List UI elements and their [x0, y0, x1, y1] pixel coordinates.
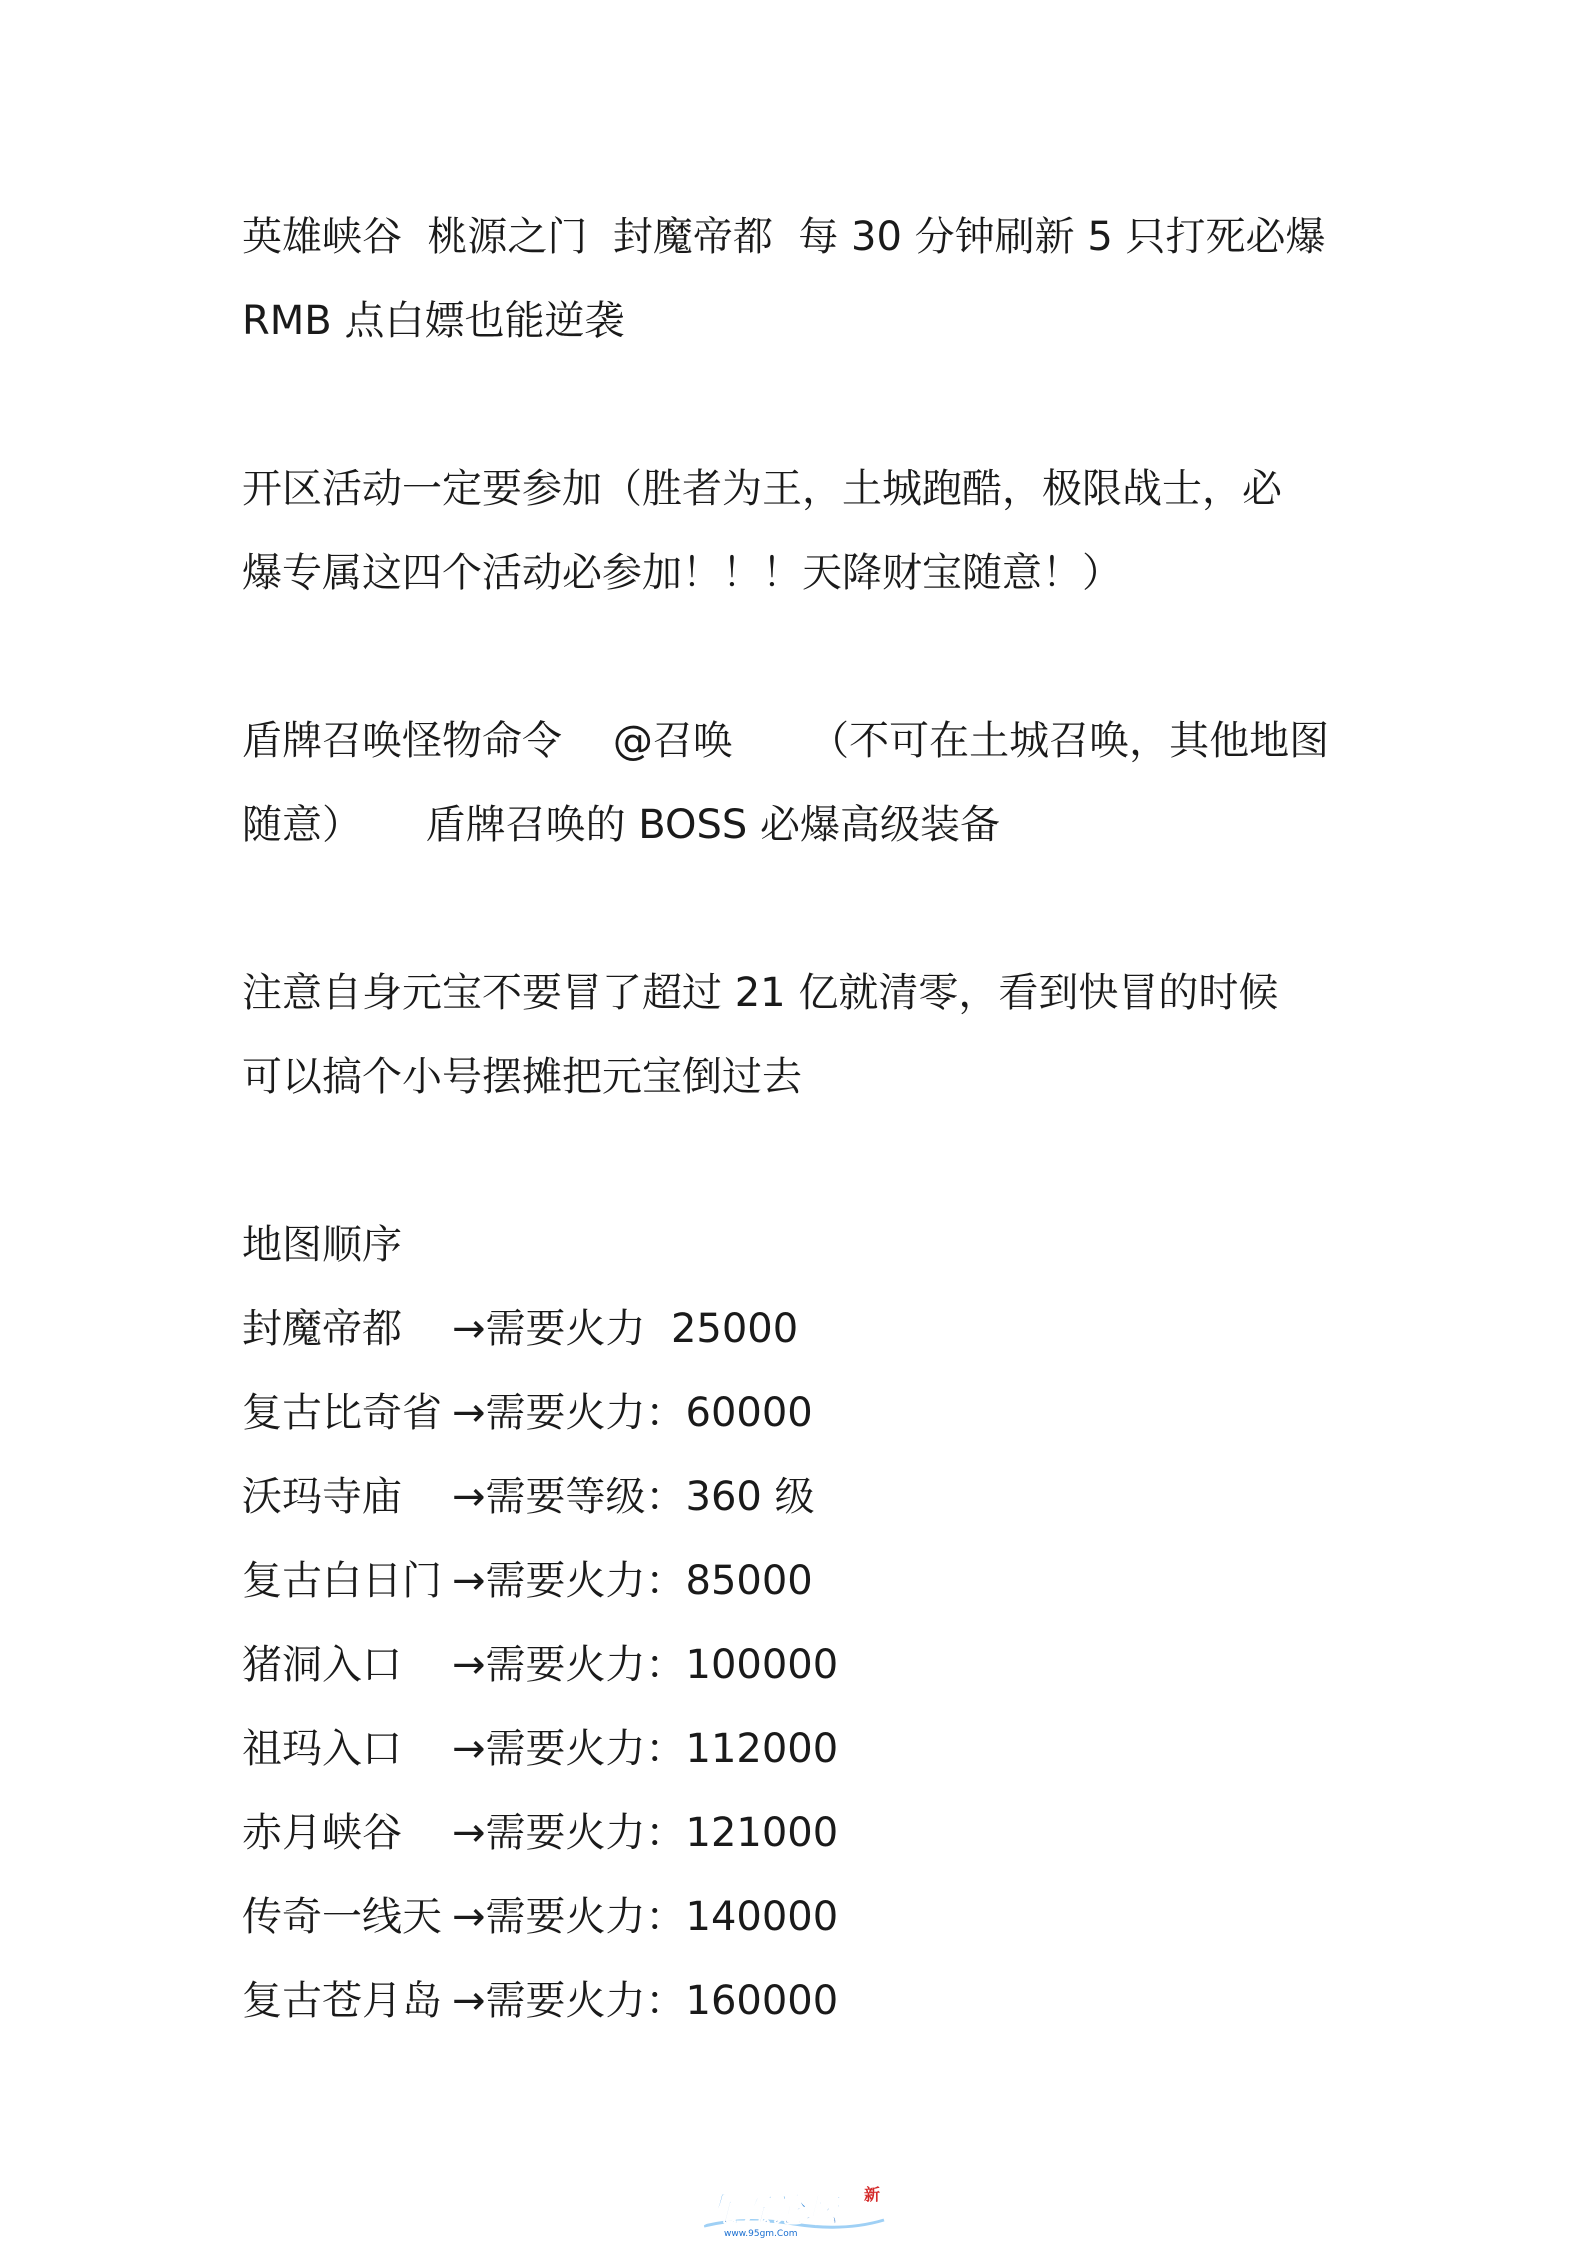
map-order-title: 地图顺序 — [242, 1222, 402, 1268]
map-name: 复古苍月岛 — [242, 1978, 442, 2024]
logo-badge: 新 — [863, 2185, 880, 2204]
map-requirement: →需要火力：100000 — [452, 1642, 839, 1688]
paragraph-line: 盾牌召唤怪物命令 @召唤 （不可在土城召唤，其他地图 — [242, 718, 1330, 764]
site-logo-graphic — [684, 2180, 904, 2240]
map-name: 复古白日门 — [242, 1558, 442, 1604]
map-order-row — [242, 1623, 1362, 1707]
map-requirement: →需要火力 25000 — [452, 1306, 799, 1352]
map-name: 传奇一线天 — [242, 1894, 442, 1940]
paragraph-currency-warning — [242, 951, 1362, 1119]
map-requirement: →需要火力：140000 — [452, 1894, 839, 1940]
paragraph-events-info — [242, 447, 1362, 615]
paragraph-refresh-info — [242, 195, 1362, 363]
map-order-row — [242, 1371, 1362, 1455]
paragraph-line: 英雄峡谷 桃源之门 封魔帝都 每 30 分钟刷新 5 只打死必爆 — [242, 214, 1326, 260]
map-requirement: →需要火力：121000 — [452, 1810, 839, 1856]
map-order-row — [242, 1959, 1362, 2043]
site-logo — [0, 2180, 1587, 2240]
paragraph-line: RMB 点白嫖也能逆袭 — [242, 298, 625, 344]
document-content — [242, 195, 1362, 2043]
map-order-row — [242, 1791, 1362, 1875]
paragraph-line: 随意） 盾牌召唤的 BOSS 必爆高级装备 — [242, 802, 1001, 848]
map-name: 沃玛寺庙 — [242, 1474, 402, 1520]
paragraph-line: 爆专属这四个活动必参加！！！天降财宝随意！） — [242, 550, 1122, 596]
logo-text: 九五论坛 — [701, 2191, 838, 2231]
paragraph-line: 注意自身元宝不要冒了超过 21 亿就清零，看到快冒的时候 — [242, 970, 1279, 1016]
paragraph-line: 开区活动一定要参加（胜者为王，土城跑酷，极限战士，必 — [242, 466, 1282, 512]
map-requirement: →需要火力：160000 — [452, 1978, 839, 2024]
map-order-row — [242, 1875, 1362, 1959]
map-requirement: →需要火力：112000 — [452, 1726, 839, 1772]
map-order-row — [242, 1539, 1362, 1623]
map-name: 封魔帝都 — [242, 1306, 402, 1352]
map-requirement: →需要等级：360 级 — [452, 1474, 815, 1520]
map-requirement: →需要火力：85000 — [452, 1558, 813, 1604]
map-order-row — [242, 1287, 1362, 1371]
map-name: 猪洞入口 — [242, 1642, 402, 1688]
map-name: 祖玛入口 — [242, 1726, 402, 1772]
logo-subtext: www.95gm.Com — [723, 2229, 797, 2239]
map-name: 赤月峡谷 — [242, 1810, 402, 1856]
map-requirement: →需要火力：60000 — [452, 1390, 813, 1436]
map-order-row — [242, 1455, 1362, 1539]
map-name: 复古比奇省 — [242, 1390, 442, 1436]
map-order-section — [242, 1203, 1362, 2043]
paragraph-summon-info — [242, 699, 1362, 867]
paragraph-line: 可以搞个小号摆摊把元宝倒过去 — [242, 1054, 802, 1100]
map-order-row — [242, 1707, 1362, 1791]
